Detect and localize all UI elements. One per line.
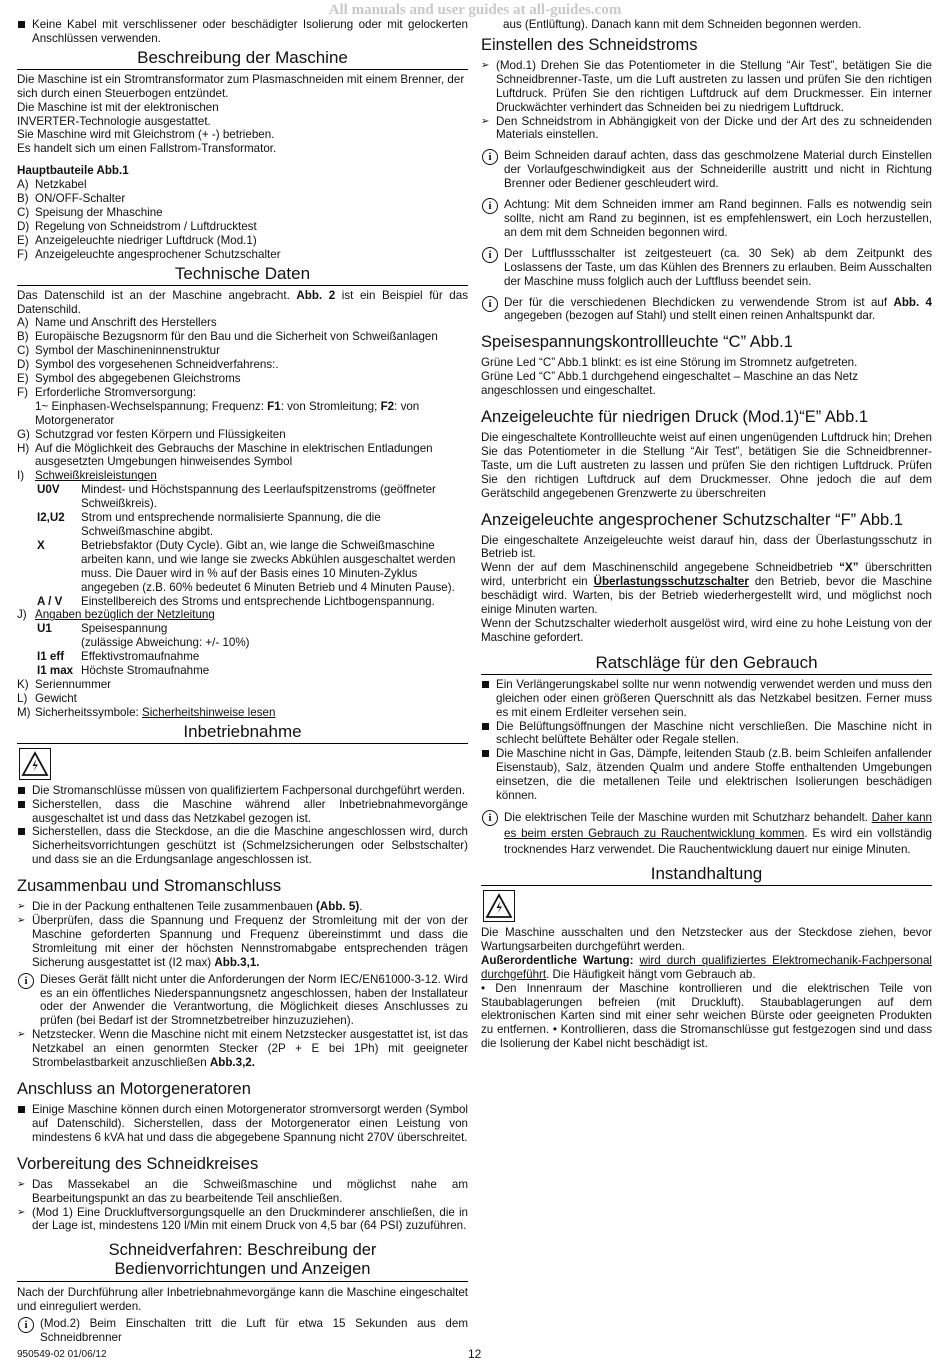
heading-beschreibung: Beschreibung der Maschine [17,48,468,70]
list-item: E) Symbol des abgegebenen Gleichstroms [17,372,241,386]
bullet-item: Die Stromanschlüsse müssen von qualifiziertem Fachpersonal durchgeführt werden. [17,784,468,798]
symbol-item: U1 Speisespannung [37,622,168,636]
heading-vorbereitung: Vorbereitung des Schneidkreises [17,1154,259,1173]
bullet-item: Einige Maschine können durch einen Motorgenerator stromversorgt werden (Symbol auf Datenschild). Sicherstellen, dass der Motorgenerator einen Leistung von mindestens 6 kVA hat und dass die abgegebene Spannung nicht 270V überschreitet. [17,1103,468,1145]
bullet-cable-warning: Keine Kabel mit verschlissener oder beschädigter Isolierung oder mit gelockerten Anschlüssen verwenden. [17,18,468,46]
list-item: D) Regelung von Schneidstrom / Luftdrucktest [17,219,257,233]
arrow-item: ➢ Netzstecker. Wenn die Maschine nicht mit einem Netzstecker ausgestattet ist, ist das Netzkabel an einen genormten Stecker (2P + E bei 1Ph) mit geeigneter Strombelastbarkeit anzuschließen Abb.3,2. [17,1028,468,1070]
symbol-item: (zulässige Abweichung: +/- 10%) [81,636,250,650]
heading-einstellen: Einstellen des Schneidstroms [481,35,698,54]
main-components-title: Hauptbauteile Abb.1 [17,164,129,178]
heading-anschluss: Anschluss an Motorgeneratoren [17,1080,251,1098]
heading-instandhaltung: Instandhaltung [481,864,932,886]
right-column [481,18,932,1051]
description-line: Es handelt sich um einen Fallstrom-Transformator. [17,142,277,156]
list-item: H) Auf die Möglichkeit des Gebrauchs der Maschine in elektrischen Entladungen ausgesetzten Umgebungen hinweisendes Symbol [17,441,433,469]
schneid-intro: Nach der Durchführung aller Inbetriebnahmevorgänge kann die Maschine eingeschaltet und einreguliert werden. [17,1286,468,1314]
description-line: Die Maschine ist mit der elektronischen [17,100,219,114]
power-supply-detail: 1~ Einphasen-Wechselspannung; Frequenz: F1: von Stromleitung; F2: von Motorgenerator [35,399,420,427]
list-item: A) Name und Anschrift des Herstellers [17,316,217,330]
list-item: M) Sicherheitssymbole: Sicherheitshinweise lesen [17,705,276,719]
description-line: Die Maschine ist ein Stromtransformator zum Plasmaschneiden mit einem Brenner, der sich durch einen Steuerbogen entzündet. [17,72,465,100]
heading-speisespannung: Speisespannungskontrollleuchte “C” Abb.1 [481,333,793,352]
info-note: i Der für die verschiedenen Blechdicken zu verwendende Strom ist auf Abb. 4 angegeben (bezogen auf Stahl) und stellt einen reinen Anhaltspunkt dar. [481,296,932,324]
arrow-item: ➢ (Mod 1) Eine Druckluftversorgungsquelle an den Druckminderer anschließen, die in der Lage ist, mindestens 120 l/Min mit einem Druck von 4,5 bar (64 PSI) zuzuführen. [17,1206,468,1234]
info-note: i Dieses Gerät fällt nicht unter die Anforderungen der Norm IEC/EN61000-3-12. Wird es an ein öffentliches Niederspannungsnetz angeschlossen, haben der Installateur oder der Anwender die Verantwortung, die Möglichkeit dieses Anschlusses zu prüfen (bei Bedarf ist der Stromnetzbetreiber hinzuzuziehen). [17,973,468,1029]
description-block [17,73,468,156]
list-item: J) Angaben bezüglich der Netzleitung [17,608,215,622]
electric-warning-icon [483,890,515,922]
info-note: i Beim Schneiden darauf achten, dass das geschmolzene Material durch Einstellen der Vorlaufgeschwindigkeit aus der Schneiderille austritt und nicht in Richtung Brenner oder Bediener geschleudert wird. [481,149,932,191]
info-note: i (Mod.2) Beim Einschalten tritt die Luft für etwa 15 Sekunden aus dem Schneidbrenner [17,1317,468,1345]
list-item: F) Erforderliche Stromversorgung: [17,385,197,399]
list-item: I) Schweißkreisleistungen [17,469,157,483]
bullet-item: Sicherstellen, dass die Steckdose, an die die Maschine angeschlossen wird, durch Sicherheitsvorrichtungen geschützt ist (Schmelzsicherungen oder Selbstschalter) und dass sie an die Erdungsanlage angeschlossen ist. [17,825,468,867]
list-item: A) Netzkabel [17,178,87,192]
symbol-item: A / V Einstellbereich des Stroms und entsprechende Lichtbogenspannung. [37,594,435,608]
info-icon: i [482,149,498,165]
info-icon: i [482,198,498,214]
tech-intro: Das Datenschild ist an der Maschine angebracht. Abb. 2 ist ein Beispiel für das Datenschild. [17,288,468,316]
document-code: 950549-02 01/06/12 [17,1349,107,1360]
watermark: All manuals and user guides at all-guides.com [328,2,622,18]
heading-inbetriebnahme: Inbetriebnahme [17,722,468,744]
symbol-item: I1 eff Effektivstromaufnahme [37,650,200,664]
list-item: B) Europäische Bezugsnorm für den Bau und die Sicherheit von Schweißanlagen [17,330,438,344]
info-note: i Der Luftflussschalter ist zeitgesteuert (ca. 30 Sek) ab dem Zeitpunkt des Loslassens der Taste, um das Kühlen des Brenners zu erlauben. Beim Ausschalten der Maschine muss folglich auch der Luftfluss beendet sein. [481,247,932,289]
bullet-item: Sicherstellen, dass die Maschine während aller Inbetriebnahmevorgänge ausgeschaltet ist und dass das Netzkabel gezogen ist. [17,798,468,826]
tech-list [17,316,468,719]
arrow-item: ➢ Überprüfen, dass die Spannung und Frequenz der Stromleitung mit der von der Maschine geforderten Spannung und Frequenz übereinstimmt und dass die Stromleitung mit einer der höchsten Nennstromabgabe entsprechenden trägen Sicherung ausgestattet ist (I2 max) Abb.3,1. [17,914,468,970]
symbol-item: U0V Mindest- und Höchstspannung des Leerlaufspitzenstroms (geöffneter Schweißkreis). [37,483,436,511]
symbol-item: I1 max Höchste Stromaufnahme [37,664,210,678]
list-item: K) Seriennummer [17,677,112,691]
info-note: i Achtung: Mit dem Schneiden immer am Rand beginnen. Falls es notwendig sein sollte, nicht am Rand zu beginnen, ist es empfehlenswert, ein Loch herzustellen, an dem mit dem Schneiden begonnen wird. [481,198,932,240]
mains-items [17,622,468,678]
paragraph: • Den Innenraum der Maschine kontrollieren und die elektrischen Teile von Staubablagerungen befreien (mit Druckluft). Staubablagerungen auf dem elektronischen Karten sind mit einer sehr weichen Bürste oder geeigneten Produkten zu entfernen. • Kontrollieren, dass die Stromanschlüsse gut festgezogen sind und dass die Isolierung der Kabel nicht beschädigt ist. [481,981,932,1051]
info-icon: i [482,247,498,263]
symbol-item: I2,U2 Strom und entsprechende normalisierte Spannung, die die Schweißmaschine abgibt. [37,511,381,538]
list-item: F) Anzeigeleuchte angesprochener Schutzschalter [17,247,281,261]
arrow-item: ➢ Das Massekabel an die Schweißmaschine und möglichst nahe am Bearbeitungspunkt an das zu bearbeitende Teil anschließen. [17,1178,468,1206]
left-column [17,18,468,1345]
paragraph: Die Maschine ausschalten und den Netzstecker aus der Steckdose ziehen, bevor Wartungsarbeiten durchgeführt werden. [481,925,932,953]
list-item: G) Schutzgrad vor festen Körpern und Flüssigkeiten [17,427,286,441]
bullet-item: Die Belüftungsöffnungen der Maschine nicht verschließen. Die Maschine nicht in schlecht belüftete Behälter oder Regale stellen. [481,720,932,748]
description-line: Sie Maschine wird mit Gleichstrom (+ -) betrieben. [17,128,275,142]
paragraph: Die eingeschaltete Kontrollleuchte weist auf einen ungenügenden Luftdruck hin; Drehen Sie das Potentiometer in die Stellung “Air Test”, betätigen Sie die Schneidbrenner-Taste, um die Luft austreten zu lassen und prüfen Sie den richtigen Luftdruck. Prüfen Sie den richtigen Luftdruck auf dem Druckmesser. Ohne jedoch die auf dem Gerätschild angegebenen Grenzwerte zu überschreiten [481,431,932,500]
description-line: INVERTER-Technologie ausgestattet. [17,114,211,128]
list-item: C) Symbol der Maschineninnenstruktur [17,344,220,358]
heading-zusammenbau: Zusammenbau und Stromanschluss [17,877,282,896]
heading-schneidverfahren: Schneidverfahren: Beschreibung der Bedienvorrichtungen und Anzeigen [17,1241,468,1282]
bullet-item: Die Maschine nicht in Gas, Dämpfe, leitenden Staub (z.B. beim Schleifen anfallender Eisenstaub), Salz, ätzenden Qualm und andere Stoffe enthaltenden Umgebungen einsetzen, die die metallenen Teile und elektrischen Isolierungen beschädigen können. [481,747,932,803]
arrow-item: ➢ Den Schneidstrom in Abhängigkeit von der Dicke und der Art des zu schneidenden Materials einstellen. [481,115,932,143]
info-icon: i [18,973,34,989]
paragraph: Außerordentliche Wartung: wird durch qualifiziertes Elektromechanik-Fachpersonal durchgeführt. Die Häufigkeit hängt vom Gebrauch ab. [481,953,932,981]
info-icon: i [482,296,498,312]
symbol-item: X Betriebsfaktor (Duty Cycle). Gibt an, wie lange die Schweißmaschine arbeiten kann, und wie lange sie zwecks Abkühlen ausgeschaltet werden muss. Die Dauer wird in % auf der Basis eines 10 Minuten-Zyklus angegeben (z.B. 60% bedeutet 6 Minuten Betrieb und 4 Minuten Pause). [37,538,456,594]
heading-technische-daten: Technische Daten [17,264,468,286]
paragraph: Grüne Led “C” Abb.1 blinkt: es ist eine Störung im Stromnetz aufgetreten. [481,356,858,370]
paragraph: Wenn der Schutzschalter wiederholt ausgelöst wird, wird eine zu hohe Leistung von der Maschine gefordert. [481,617,932,644]
paragraph: Wenn der auf dem Maschinenschild angegebene Schneidbetrieb “X” überschritten wird, unterbricht ein Überlastungsschutzschalter den Betrieb, bevor die Maschine beschädigt wird. Warten, bis der Betrieb wiederhergestellt wird, und möglichst noch einige Minuten warten. [481,561,932,617]
arrow-item: ➢ Die in der Packung enthaltenen Teile zusammenbauen (Abb. 5). [17,900,468,914]
list-item: L) Gewicht [17,691,77,705]
welding-circuit-items [17,483,468,608]
list-item: E) Anzeigeleuchte niedriger Luftdruck (Mod.1) [17,233,257,247]
info-note: i Die elektrischen Teile der Maschine wurden mit Schutzharz behandelt. Daher kann es beim ersten Gebrauch zu Rauchentwicklung kommen. Es wird ein vollständig trocknendes Harz verwendet. Die Rauchentwicklung dauert nur einige Minuten. [481,810,932,858]
list-item: D) Symbol des vorgesehenen Schneidverfahrens:. [17,358,279,372]
info-icon: i [18,1317,34,1333]
arrow-item: ➢ (Mod.1) Drehen Sie das Potentiometer in die Stellung “Air Test”, betätigen Sie die Schneidbrenner-Taste, um die Luft austreten zu lassen und prüfen Sie den richtigen Luftdruck. Prüfen Sie den richtigen Luftdruck auf dem Druckmesser. Ein interner Druckwächter verhindert das Schneiden bei zu niedrigem Luftdruck. [481,59,932,115]
heading-niedriger-druck: Anzeigeleuchte für niedrigen Druck (Mod.1)“E” Abb.1 [481,408,869,427]
main-components-list [17,178,468,261]
heading-ratschlaege: Ratschläge für den Gebrauch [481,653,932,675]
list-item: B) ON/OFF-Schalter [17,192,126,206]
info-icon: i [482,810,498,826]
paragraph: Die eingeschaltete Anzeigeleuchte weist darauf hin, dass der Überlastungsschutz in Betrieb ist. [481,533,932,561]
heading-schutzschalter: Anzeigeleuchte angesprochener Schutzschalter “F” Abb.1 [481,510,903,529]
bullet-item: Ein Verlängerungskabel sollte nur wenn notwendig verwendet werden und muss den gleichen oder einen größeren Querschnitt als das Netzkabel besitzen. Ferner muss es mit einem Erdleiter versehen sein. [481,678,932,720]
continued-text: aus (Entlüftung). Danach kann mit dem Schneiden begonnen werden. [503,18,862,31]
list-item: C) Speisung der Mhaschine [17,205,163,219]
page-number: 12 [468,1347,482,1361]
paragraph: Grüne Led “C” Abb.1 durchgehend eingeschaltet – Maschine an das Netz angeschlossen und eingeschaltet. [481,370,859,398]
electric-warning-icon [19,748,51,780]
